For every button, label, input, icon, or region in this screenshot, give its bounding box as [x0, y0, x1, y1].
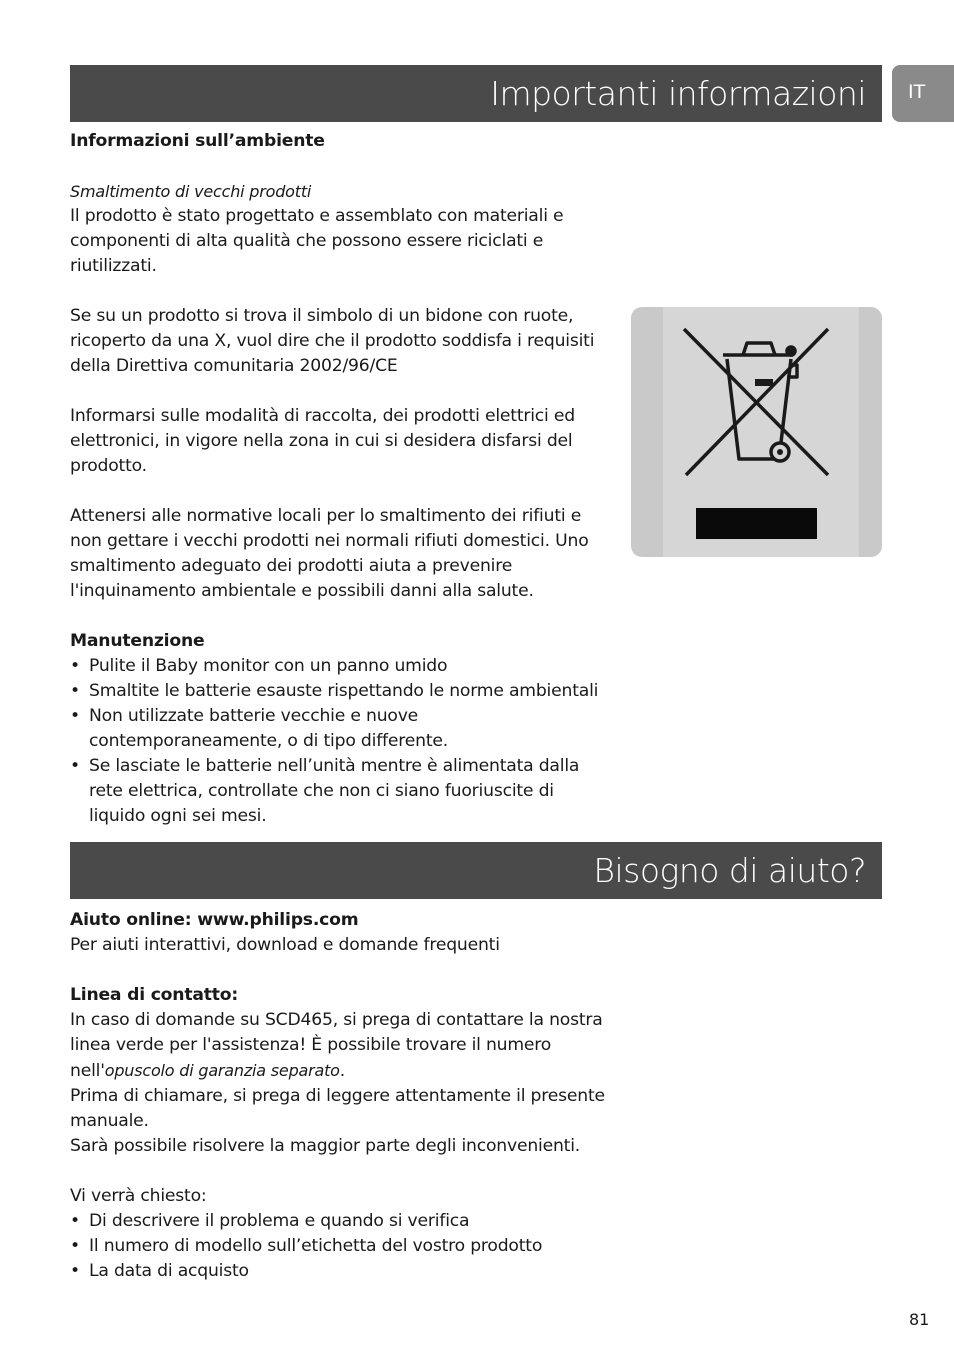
maintenance-heading: Manutenzione	[70, 631, 205, 651]
help-section	[70, 908, 610, 1284]
paragraph-materials: Il prodotto è stato progettato e assemblato con materiali e componenti di alta qualità che possono essere riciclati e riutilizzati.	[70, 206, 564, 276]
contact-heading: Linea di contatto:	[70, 985, 239, 1005]
list-item: • Smaltite le batterie esauste rispettando le norme ambientali	[70, 679, 610, 704]
section-title-need-help: Bisogno di aiuto?	[70, 842, 882, 899]
list-item: • La data di acquisto	[70, 1259, 610, 1284]
online-help-heading: Aiuto online: www.philips.com	[70, 910, 359, 930]
list-item: • Di descrivere il problema e quando si verifica	[70, 1209, 610, 1234]
list-item: • Se lasciate le batterie nell’unità mentre è alimentata dalla rete elettrica, controllate che non ci siano fuoriuscite di liquido ogni sei mesi.	[70, 754, 610, 829]
list-item: • Il numero di modello sull’etichetta del vostro prodotto	[70, 1234, 610, 1259]
contact-text-end: .	[339, 1061, 346, 1081]
environment-section	[70, 129, 610, 829]
asked-list	[70, 1209, 610, 1284]
paragraph-bin-symbol: Se su un prodotto si trova il simbolo di un bidone con ruote, ricoperto da una X, vuol dire che il prodotto soddisfa i requisiti della Direttiva comunitaria 2002/96/CE	[70, 306, 595, 376]
black-bar	[696, 508, 817, 539]
contact-paragraph	[70, 1008, 610, 1084]
crossed-out-wheelie-bin-icon	[631, 307, 882, 557]
paragraph-collection: Informarsi sulle modalità di raccolta, dei prodotti elettrici ed elettronici, in vigore nella zona in cui si desidera disfarsi del prodotto.	[70, 406, 575, 476]
warranty-leaflet-text: opuscolo di garanzia separato	[104, 1061, 340, 1080]
online-help-text: Per aiuti interattivi, download e domande frequenti	[70, 935, 500, 955]
contact-text: In caso di domande su SCD465, si prega di contattare la nostra linea verde per l'assistenza! È possibile trovare il numero nell'	[70, 1010, 603, 1081]
asked-intro: Vi verrà chiesto:	[70, 1186, 207, 1206]
page-number: 81	[909, 1310, 930, 1329]
disposal-subheading: Smaltimento di vecchi prodotti	[70, 182, 312, 201]
resolve-text: Sarà possibile risolvere la maggior parte degli inconvenienti.	[70, 1136, 581, 1156]
list-item: • Non utilizzate batterie vecchie e nuove contemporaneamente, o di tipo differente.	[70, 704, 610, 754]
environment-heading: Informazioni sull’ambiente	[70, 131, 325, 151]
language-tab: IT	[892, 65, 954, 122]
paragraph-local-rules: Attenersi alle normative locali per lo smaltimento dei rifiuti e non gettare i vecchi prodotti nei normali rifiuti domestici. Uno smaltimento adeguato dei prodotti aiuta a prevenire l'inquinamento ambientale e possibili danni alla salute.	[70, 506, 589, 601]
list-item: • Pulite il Baby monitor con un panno umido	[70, 654, 610, 679]
read-manual-text: Prima di chiamare, si prega di leggere attentamente il presente manuale.	[70, 1086, 605, 1131]
weee-symbol-box	[631, 307, 882, 557]
section-title-important-info: Importanti informazioni	[70, 65, 882, 122]
maintenance-list	[70, 654, 610, 829]
